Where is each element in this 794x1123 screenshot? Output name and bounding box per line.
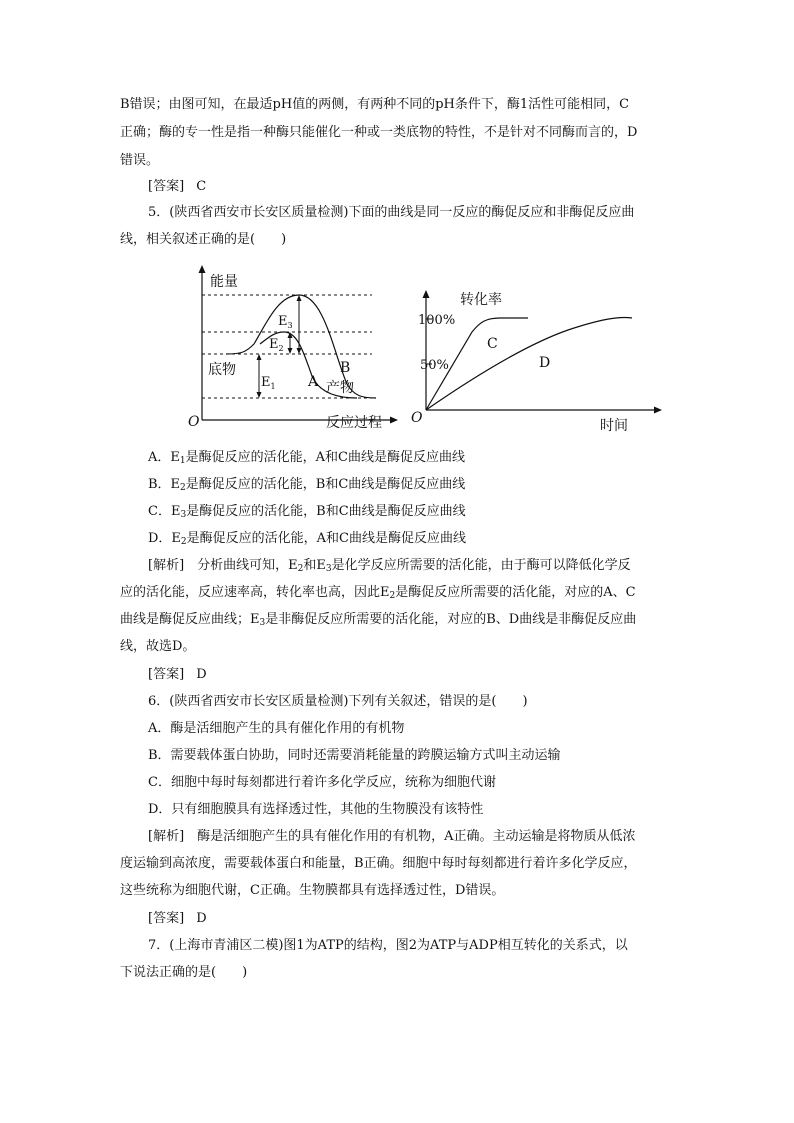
q5-option-b: B．$E_2$是酶促反应的活化能，B和C曲线是酶促反应曲线	[148, 477, 466, 493]
q6-explanation-line2: 度运输到高浓度，需要载体蛋白和能量，B正确。细胞中每时每刻都进行着许多化学反应，	[120, 856, 637, 871]
q6-answer	[148, 910, 207, 928]
conversion-x-arrow	[654, 407, 662, 414]
q6-explanation-line3: 这些统称为细胞代谢，C正确。生物膜都具有选择透过性，D错误。	[120, 883, 505, 898]
q6-option-b: B．需要载体蛋白协助，同时还需要消耗能量的跨膜运输方式叫主动运输	[148, 748, 561, 763]
q5-option-d: D．$E_2$是酶促反应的活化能，A和C曲线是酶促反应曲线	[148, 531, 466, 547]
q6-explanation-line1: [解析] 酶是活细胞产生的具有催化作用的有机物，A正确。主动运输是将物质从低浓	[148, 829, 636, 844]
energy-x-arrow	[390, 417, 398, 424]
energy-diagram	[182, 262, 400, 432]
product-label: 产物	[326, 380, 354, 396]
q5-explanation-line4: 线，故选D。	[120, 639, 196, 654]
q5-explanation-line2: 应的活化能，反应速率高，转化率也高，因此$E_2$是酶促反应所需要的活化能，对应的A、C	[120, 585, 636, 601]
q4-answer	[148, 178, 206, 196]
q5-explanation-line3: 曲线是酶促反应曲线；$E_3$是非酶促反应所需要的活化能，对应的B、D曲线是非酶促反应曲	[120, 612, 637, 628]
e3-label: $E_3$	[278, 314, 293, 330]
conversion-y-label: 转化率	[460, 292, 502, 308]
q6-option-a: A．酶是活细胞产生的具有催化作用的有机物	[148, 721, 405, 736]
q5-explanation-line1: [解析] 分析曲线可知，$E_2$和$E_3$是化学反应所需要的活化能，由于酶可以降低化学反	[148, 558, 631, 574]
explanation-label: [解析]	[148, 558, 185, 573]
e1-label: $E_1$	[261, 375, 276, 391]
answer-value: D	[196, 667, 207, 682]
q5-option-c: C．$E_3$是酶促反应的活化能，B和C曲线是酶促反应曲线	[148, 504, 466, 520]
q4-explanation-line3: 错误。	[120, 153, 160, 168]
substrate-label: 底物	[208, 362, 236, 378]
curve-c-label: C	[487, 336, 498, 352]
conversion-rate-chart	[408, 282, 666, 434]
energy-y-arrow	[199, 265, 206, 273]
energy-y-label: 能量	[210, 274, 238, 290]
q6-stem: 6．(陕西省西安市长安区质量检测)下列有关叙述，错误的是( )	[148, 694, 528, 709]
q6-option-c: C．细胞中每时每刻都进行着许多化学反应，统称为细胞代谢	[148, 775, 496, 790]
q5-answer	[148, 666, 207, 684]
tick-100: 100%	[418, 313, 456, 328]
q7-stem-line1: 7．(上海市青浦区二模)图1为ATP的结构，图2为ATP与ADP相互转化的关系式，以	[148, 938, 628, 953]
curve-b-label: B	[340, 360, 351, 376]
conversion-origin: O	[411, 410, 423, 426]
answer-value: D	[196, 911, 207, 926]
answer-label: [答案]	[148, 911, 185, 926]
q5-stem-line2: 线，相关叙述正确的是( )	[120, 232, 287, 247]
conversion-y-arrow	[423, 290, 430, 298]
q7-stem-line2: 下说法正确的是( )	[120, 965, 248, 980]
curve-a-label: A	[308, 374, 319, 390]
energy-x-label: 反应过程	[326, 415, 382, 431]
q5-stem-line1: 5．(陕西省西安市长安区质量检测)下面的曲线是同一反应的酶促反应和非酶促反应曲	[148, 205, 635, 220]
q6-option-d: D．只有细胞膜具有选择透过性，其他的生物膜没有该特性	[148, 802, 484, 817]
q4-explanation-line1: B错误；由图可知，在最适pH值的两侧，有两种不同的pH条件下，酶1活性可能相同，C	[120, 97, 630, 112]
explanation-label: [解析]	[148, 829, 185, 844]
answer-label: [答案]	[148, 179, 185, 194]
answer-label: [答案]	[148, 667, 185, 682]
energy-origin: O	[188, 414, 200, 430]
curve-d-label: D	[539, 355, 551, 371]
conversion-x-label: 时间	[600, 418, 628, 434]
tick-50: 50%	[420, 358, 449, 373]
e2-label: $E_2$	[269, 337, 284, 353]
q4-explanation-line2: 正确；酶的专一性是指一种酶只能催化一种或一类底物的特性，不是针对不同酶而言的，D	[120, 125, 638, 140]
answer-value: C	[196, 179, 207, 194]
curve-d	[426, 318, 632, 411]
q5-option-a: A．$E_1$是酶促反应的活化能，A和C曲线是酶促反应曲线	[148, 450, 465, 466]
